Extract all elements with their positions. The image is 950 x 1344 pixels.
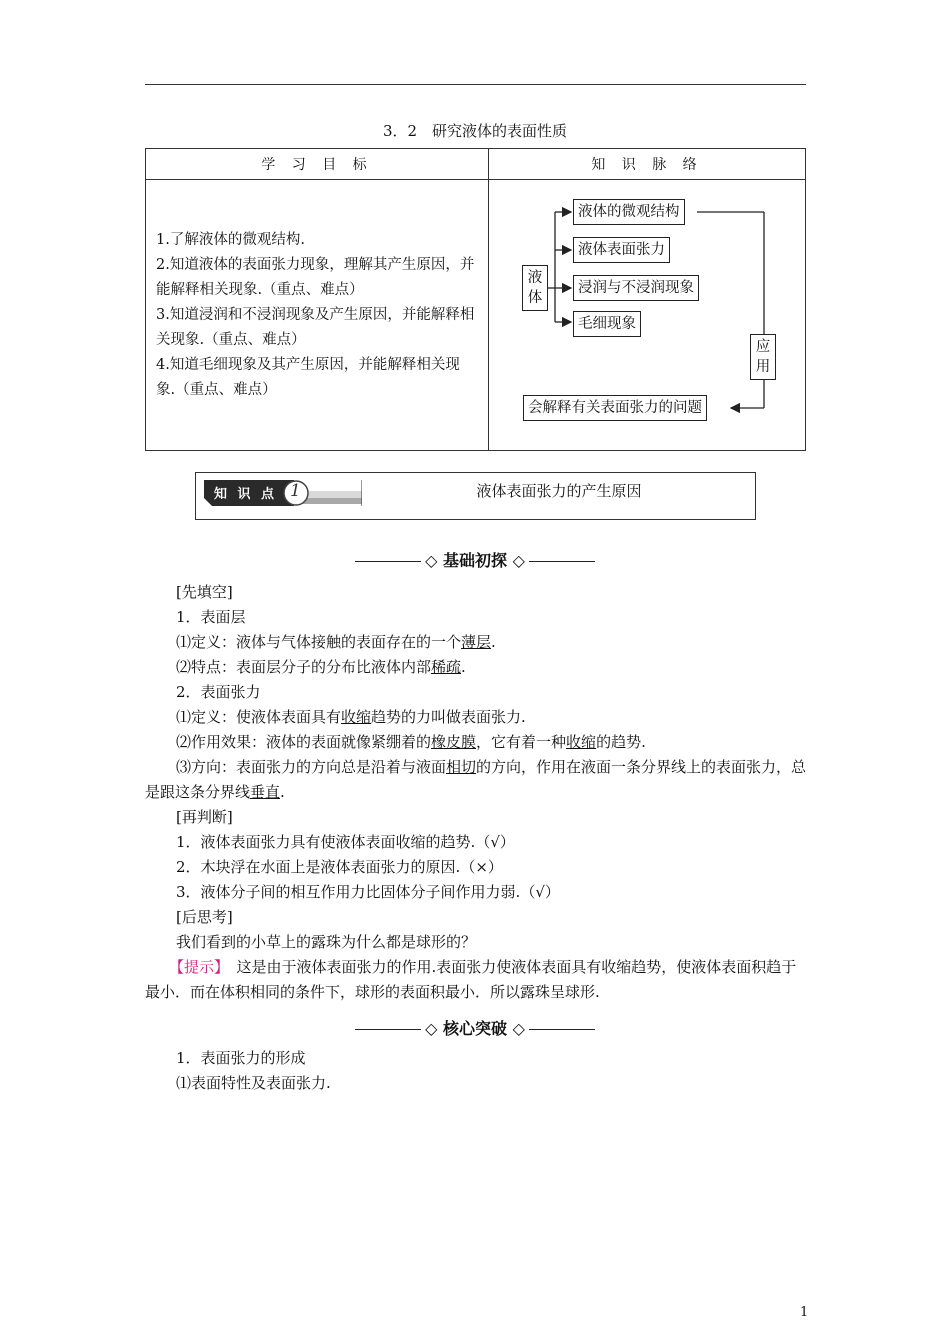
judge-item: 3．液体分子间的相互作用力比固体分子间作用力弱.（√） [176,883,560,901]
answer-thin-layer: 薄层 [461,633,492,651]
objectives-list [146,228,488,403]
mindmap-branch-capillary: 毛细现象 [573,311,641,337]
objectives-cell [146,180,489,451]
knowledge-map-header: 知 识 脉 络 [489,149,806,180]
divider-core: ◇ 核心突破 ◇ [0,1016,950,1039]
think-question: 我们看到的小草上的露珠为什么都是球形的？ [176,933,477,951]
judge-item: 1．液体表面张力具有使液体表面收缩的趋势.（√） [176,833,515,851]
answer-contract-2: 收缩 [566,733,597,751]
section-title: 3．2 研究液体的表面性质 [382,122,568,140]
divider-line [529,561,595,562]
goals-table [145,148,806,451]
divider-basics: ◇ 基础初探 ◇ [0,548,950,571]
knowledge-point-title: 液体表面张力的产生原因 [476,482,642,500]
s2-direction: ⑶方向：表面张力的方向总是沿着与液面相切的方向，作用在液面一条分界线上的表面张力，总是跟这条分界线垂直. [145,758,807,801]
knowledge-mindmap [489,180,805,450]
answer-contract: 收缩 [341,708,372,726]
mindmap-branch-microstructure: 液体的微观结构 [573,199,685,225]
mindmap-branch-wetting: 浸润与不浸润现象 [573,275,699,301]
mindmap-result: 会解释有关表面张力的问题 [523,395,707,421]
divider-line [529,1029,595,1030]
page-number: 1 [800,1305,809,1320]
s1-feature: ⑵特点：表面层分子的分布比液体内部稀疏. [176,658,466,676]
think-tag: [后思考] [176,908,233,926]
s1-definition: ⑴定义：液体与气体接触的表面存在的一个薄层. [176,633,496,651]
answer-perpendicular: 垂直 [250,783,281,801]
objective-item: 3.知道浸润和不浸润现象及产生原因，并能解释相关现象.（重点、难点） [156,306,475,348]
mindmap-root-liquid: 液体 [522,265,548,311]
hint-paragraph [145,955,810,1005]
knowledge-point-badge-text: 知 识 点 [214,487,278,502]
s2-title: 2．表面张力 [176,683,261,701]
header-rule [145,84,806,85]
answer-sparse: 稀疏 [431,658,462,676]
knowledge-map-cell [489,180,806,451]
content-body [145,580,810,1005]
hint-label: 【提示】 [169,958,222,976]
objective-item: 2.知道液体的表面张力现象，理解其产生原因，并能解释相关现象.（重点、难点） [156,256,475,298]
mindmap-branch-surface-tension: 液体表面张力 [573,237,670,263]
s2-effect: ⑵作用效果：液体的表面就像紧绷着的橡皮膜，它有着一种收缩的趋势. [176,733,646,751]
mindmap-apply-label: 应用 [750,334,776,380]
divider-core-label: 核心突破 [442,1019,507,1038]
s2-definition: ⑴定义：使液体表面具有收缩趋势的力叫做表面张力. [176,708,526,726]
core-item-subtitle: ⑴表面特性及表面张力. [176,1074,331,1092]
judge-item: 2．木块浮在水面上是液体表面张力的原因.（×） [176,858,503,876]
divider-line [355,1029,421,1030]
fill-tag: [先填空] [176,583,233,601]
judge-tag: [再判断] [176,808,233,826]
hint-text: 这是由于液体表面张力的作用.表面张力使液体表面具有收缩趋势，使液体表面积趋于最小．而在体积相同的条件下，球形的表面积最小．所以露珠呈球形. [145,958,797,1001]
s1-title: 1．表面层 [176,608,246,626]
objective-item: 1.了解液体的微观结构. [156,231,305,248]
answer-rubber-membrane: 橡皮膜 [431,733,477,751]
knowledge-point-number: 1 [290,481,301,501]
learning-goals-header: 学 习 目 标 [146,149,489,180]
knowledge-point-badge [204,480,362,506]
divider-line [355,561,421,562]
answer-tangent: 相切 [446,758,477,776]
core-item-title: 1．表面张力的形成 [176,1049,306,1067]
core-body [145,1046,810,1096]
divider-basics-label: 基础初探 [442,551,507,570]
objective-item: 4.知道毛细现象及其产生原因，并能解释相关现象.（重点、难点） [156,356,460,398]
